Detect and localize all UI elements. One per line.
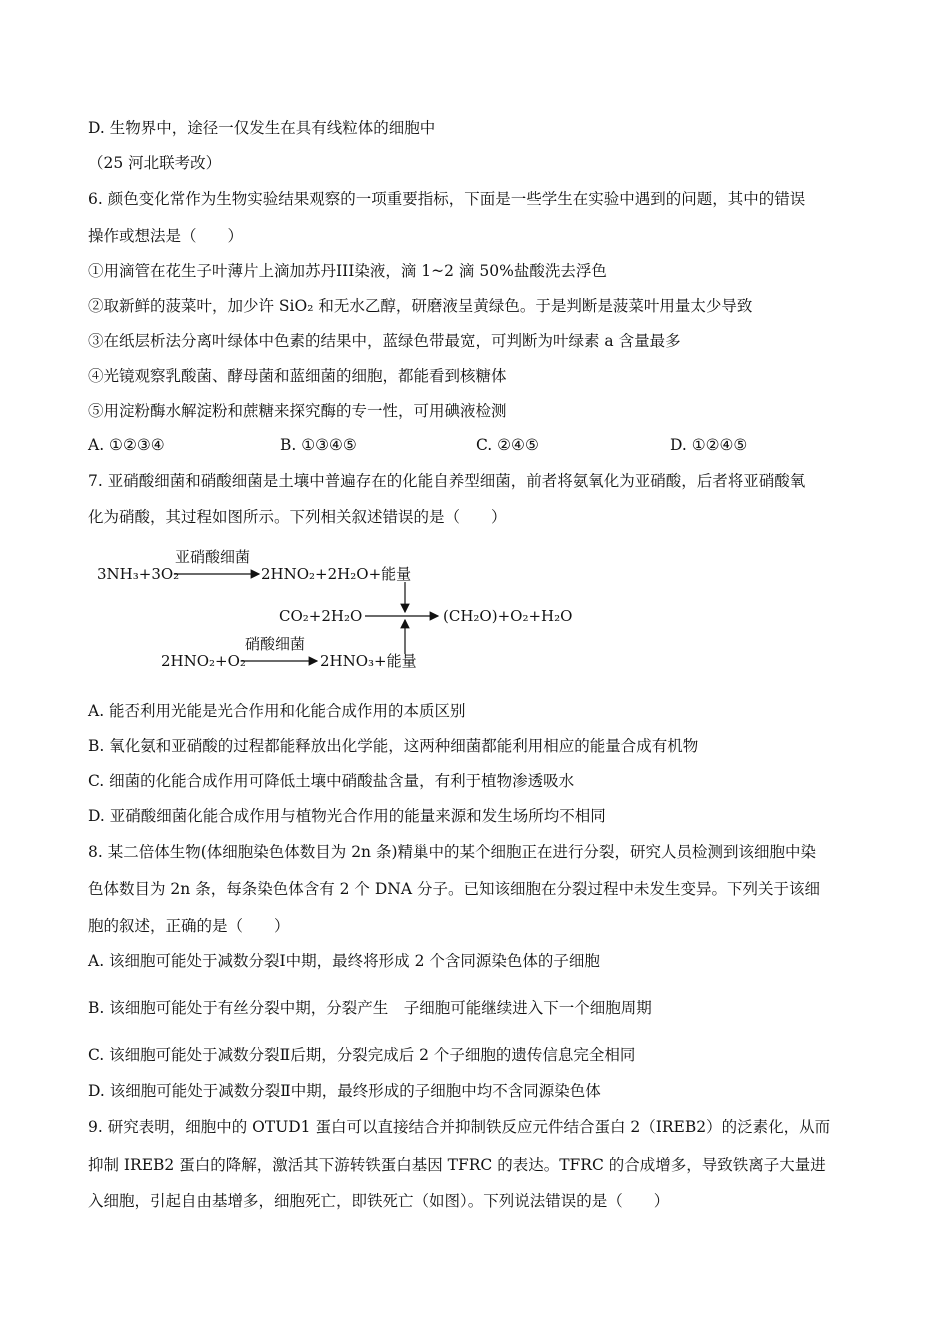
question-6-item-3: ③在纸层析法分离叶绿体中色素的结果中，蓝绿色带最宽，可判断为叶绿素 a 含量最多 <box>88 332 681 350</box>
question-d-pathway: D. 生物界中，途径一仅发生在具有线粒体的细胞中 <box>88 119 436 137</box>
question-8-stem-3: 胞的叙述，正确的是（ ） <box>88 917 290 935</box>
chemosynthesis-diagram <box>95 540 595 680</box>
question-7-option-a: A. 能否利用光能是光合作用和化能合成作用的本质区别 <box>88 702 466 720</box>
question-8-option-b: B. 该细胞可能处于有丝分裂中期，分裂产生 子细胞可能继续进入下一个细胞周期 <box>88 999 652 1017</box>
question-9-stem-1: 9. 研究表明，细胞中的 OTUD1 蛋白可以直接结合并抑制铁反应元件结合蛋白 2（IREB2）的泛素化，从而 <box>88 1118 831 1136</box>
row2-left: CO₂+2H₂O <box>279 607 363 625</box>
question-6-item-5: ⑤用淀粉酶水解淀粉和蔗糖来探究酶的专一性，可用碘液检测 <box>88 402 507 420</box>
question-6-options <box>88 436 888 456</box>
option-b: B. ①③④⑤ <box>280 436 357 454</box>
question-7-stem-2: 化为硝酸，其过程如图所示。下列相关叙述错误的是（ ） <box>88 508 507 526</box>
question-9-stem-3: 入细胞，引起自由基增多，细胞死亡，即铁死亡（如图）。下列说法错误的是（ ） <box>88 1192 670 1210</box>
row2-right: (CH₂O)+O₂+H₂O <box>443 607 573 625</box>
option-d: D. ①②④⑤ <box>670 436 748 454</box>
row3-arrow-label: 硝酸细菌 <box>245 635 306 653</box>
option-c: C. ②④⑤ <box>476 436 539 454</box>
row1-left: 3NH₃+3O₂ <box>97 565 180 583</box>
row3-right: 2HNO₃+能量 <box>320 652 417 670</box>
option-a: A. ①②③④ <box>88 436 165 454</box>
question-6-item-1: ①用滴管在花生子叶薄片上滴加苏丹III染液，滴 1~2 滴 50%盐酸洗去浮色 <box>88 262 607 280</box>
question-6-stem-2: 操作或想法是（ ） <box>88 227 244 245</box>
question-9-stem-2: 抑制 IREB2 蛋白的降解，激活其下游转铁蛋白基因 TFRC 的表达。TFRC 的合成增多，导致铁离子大量进 <box>88 1156 826 1174</box>
question-8-stem-1: 8. 某二倍体生物(体细胞染色体数目为 2n 条)精巢中的某个细胞正在进行分裂，研究人员检测到该细胞中染 <box>88 843 817 861</box>
question-7-option-b: B. 氧化氨和亚硝酸的过程都能释放出化学能，这两种细菌都能利用相应的能量合成有机物 <box>88 737 699 755</box>
question-8-option-d: D. 该细胞可能处于减数分裂Ⅱ中期，最终形成的子细胞中均不含同源染色体 <box>88 1082 601 1100</box>
row1-arrow-label: 亚硝酸细菌 <box>175 548 251 566</box>
source-note: （25 河北联考改） <box>88 154 222 172</box>
question-8-option-a: A. 该细胞可能处于减数分裂Ⅰ中期，最终将形成 2 个含同源染色体的子细胞 <box>88 952 600 970</box>
question-6-stem-1: 6. 颜色变化常作为生物实验结果观察的一项重要指标，下面是一些学生在实验中遇到的问题，其中的错误 <box>88 190 806 208</box>
question-7-option-c: C. 细菌的化能合成作用可降低土壤中硝酸盐含量，有利于植物渗透吸水 <box>88 772 575 790</box>
question-8-stem-2: 色体数目为 2n 条，每条染色体含有 2 个 DNA 分子。已知该细胞在分裂过程中未发生变异。下列关于该细 <box>88 880 820 898</box>
question-6-item-4: ④光镜观察乳酸菌、酵母菌和蓝细菌的细胞，都能看到核糖体 <box>88 367 507 385</box>
question-7-stem-1: 7. 亚硝酸细菌和硝酸细菌是土壤中普遍存在的化能自养型细菌，前者将氨氧化为亚硝酸，后者将亚硝酸氧 <box>88 472 806 490</box>
question-8-option-c: C. 该细胞可能处于减数分裂Ⅱ后期，分裂完成后 2 个子细胞的遗传信息完全相同 <box>88 1046 636 1064</box>
question-7-option-d: D. 亚硝酸细菌化能合成作用与植物光合作用的能量来源和发生场所均不相同 <box>88 807 606 825</box>
row1-right: 2HNO₂+2H₂O+能量 <box>261 565 412 583</box>
question-6-item-2: ②取新鲜的菠菜叶，加少许 SiO₂ 和无水乙醇，研磨液呈黄绿色。于是判断是菠菜叶用量太少导致 <box>88 297 753 315</box>
row3-left: 2HNO₂+O₂ <box>161 652 246 670</box>
